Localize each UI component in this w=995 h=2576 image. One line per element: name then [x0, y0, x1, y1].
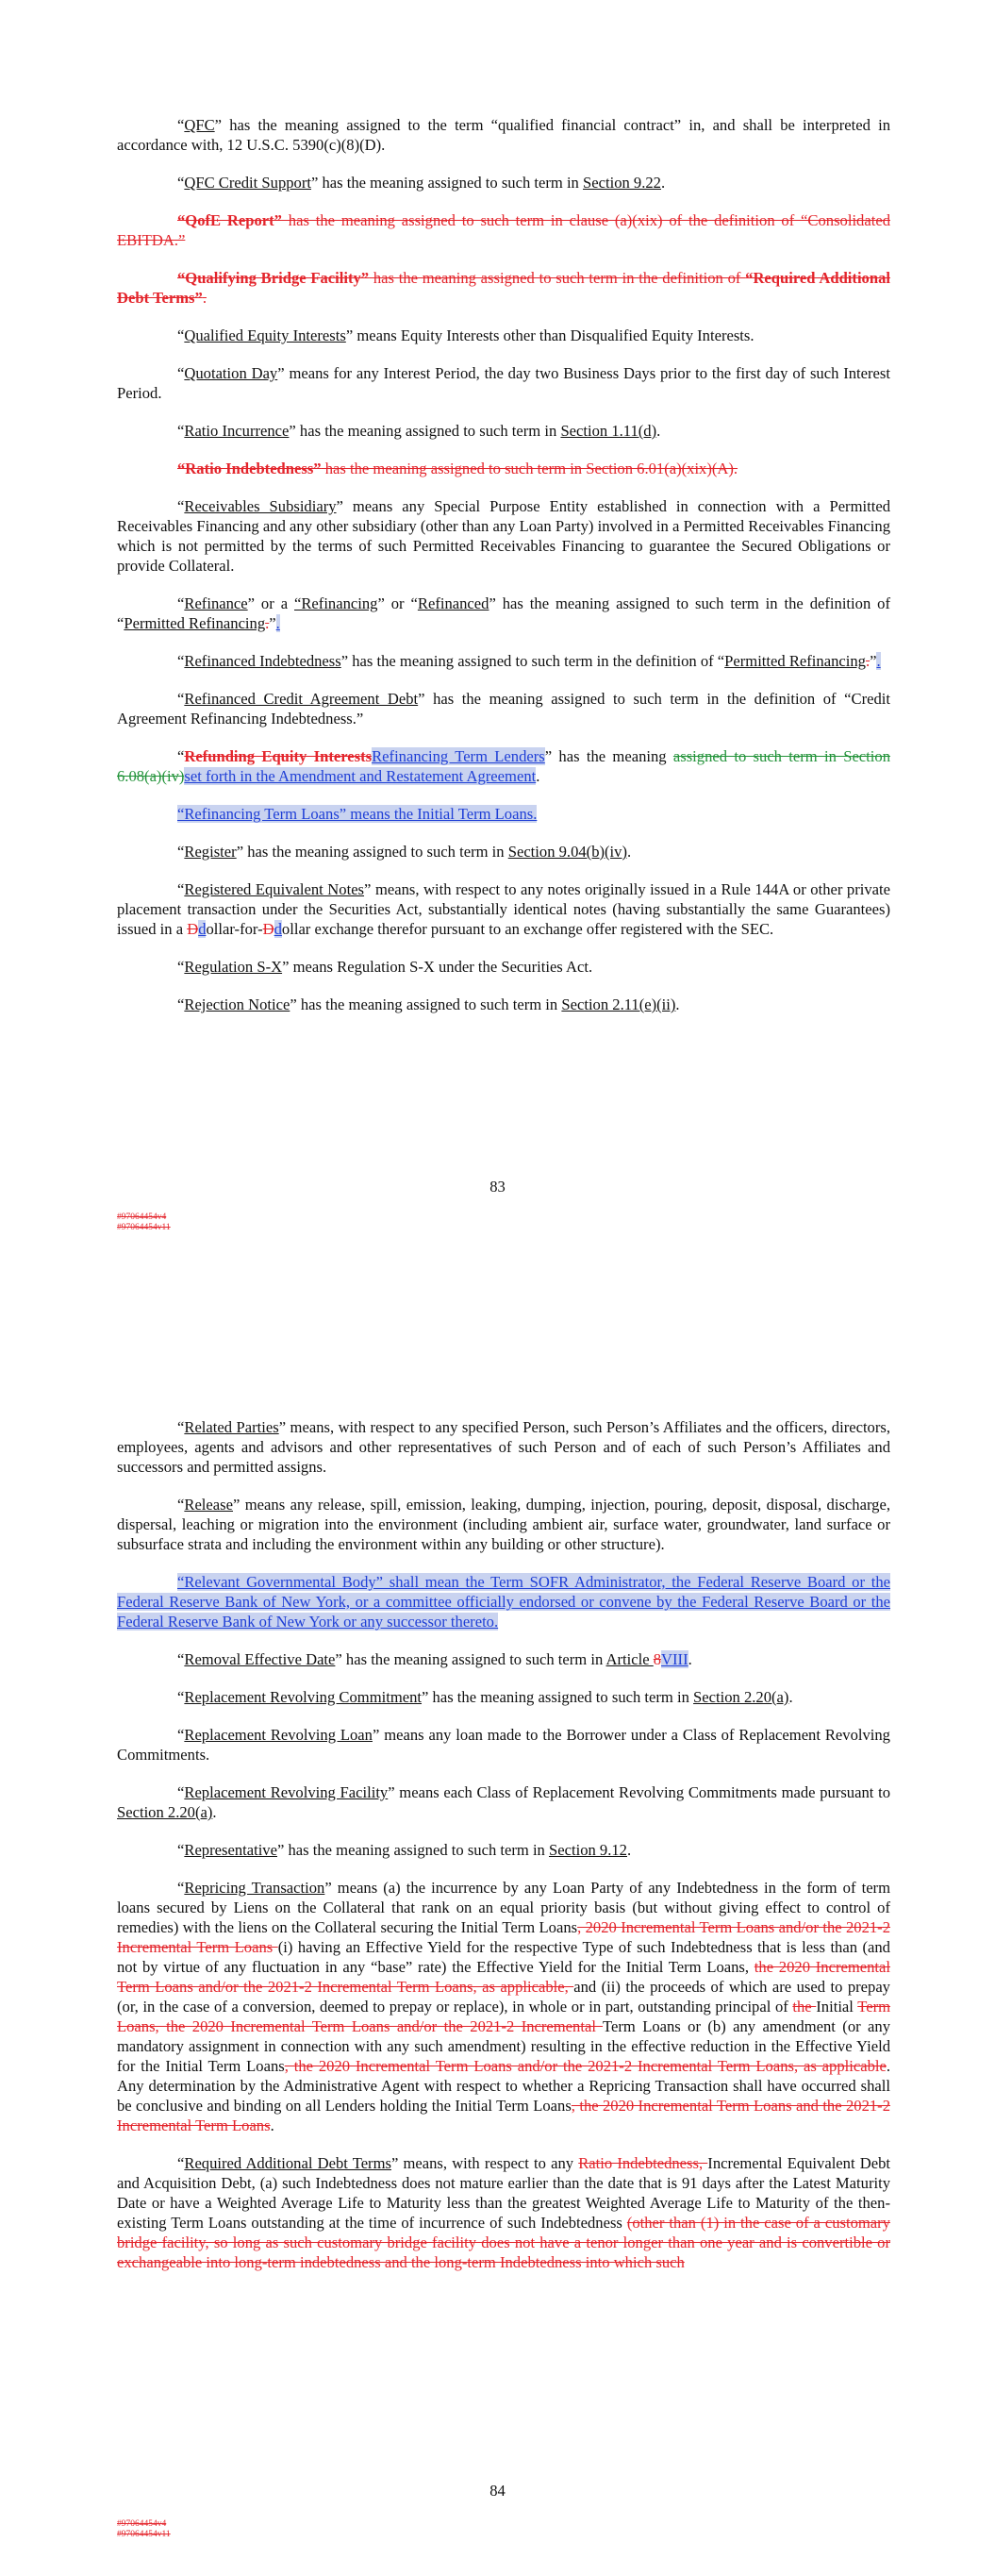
text-run: . — [675, 995, 680, 1013]
text-run: “ — [177, 326, 185, 344]
definition-paragraph — [117, 363, 890, 403]
inserted-text: “Refinancing Term Loans” means the Initial Term Loans. — [177, 805, 538, 823]
text-run: “ — [177, 174, 185, 192]
text-run: ” has the meaning assigned to such term in — [310, 174, 584, 192]
definition-paragraph — [117, 957, 890, 977]
page-84-body — [117, 1417, 890, 2290]
definition-paragraph — [117, 879, 890, 939]
text-run: . — [788, 1688, 793, 1706]
deleted-text: has the meaning assigned to such term in Section 6.01(a)(xix)(A). — [321, 460, 738, 477]
text-run: ” means Equity Interests other than Disqualified Equity Interests. — [345, 326, 755, 344]
defined-term: Ratio Incurrence — [184, 422, 290, 440]
text-run: “ — [177, 1418, 185, 1436]
deleted-text: the — [792, 1998, 817, 2016]
text-run: ” means, with respect to any specified Person, such Person’s Affiliates and the officers, directors, employees, agents and advisors and other representatives of such Person and of each of such Person’s Affiliates and successors and permitted assigns. — [117, 1418, 890, 1476]
text-run: ” or “ — [377, 594, 418, 612]
deleted-text: , the 2020 Incremental Term Loans and/or the 2021-2 Incremental Term Loans, as applicable — [284, 2057, 887, 2075]
text-run: “ — [177, 594, 185, 612]
deleted-defined-term: “Ratio Indebtedness” — [177, 460, 322, 477]
defined-term: Refinance — [184, 594, 248, 612]
document-id-v11: #97064454v11 — [117, 2530, 171, 2539]
text-run: ” has the meaning assigned to such term in — [289, 422, 561, 440]
defined-term: Receivables Subsidiary — [184, 497, 337, 515]
definition-paragraph — [117, 1649, 890, 1669]
text-run: . — [656, 422, 661, 440]
text-run: ” has the meaning assigned to the term “qualified financial contract” in, and shall be interpreted in accordance with, 12 U.S.C. 5390(c)(8)(D). — [117, 116, 890, 154]
text-run: ” means (a) the incurrence by any Loan Party of any Indebtedness in the form of term loans secured by Liens on the Collateral that rank on an equal priority basis (but without giving effect to control of remedies) with the liens on the Collateral securing the Initial Term Loans — [117, 1879, 890, 1936]
text-run: . — [212, 1803, 217, 1821]
inserted-text: set forth in the Amendment and Restatement Agreement — [184, 767, 537, 785]
text-run: Initial — [816, 1998, 858, 2016]
defined-term: Permitted Refinancing — [124, 614, 266, 632]
defined-term: Section 9.12 — [549, 1841, 627, 1859]
moved-text: assigned to such term in Section 6.08(a)(iv) — [117, 747, 890, 785]
text-run: ” has the meaning assigned to such term in — [335, 1650, 606, 1668]
definition-paragraph — [117, 746, 890, 786]
deleted-text: 8 — [653, 1650, 662, 1668]
document-id-v11: #97064454v11 — [117, 1223, 171, 1232]
inserted-text: . — [275, 614, 280, 632]
text-run: ” has the meaning assigned to such term in the definition of “ — [117, 594, 890, 632]
deleted-text: has the meaning assigned to such term in clause (a)(xix) of the definition of “Consolidated EBITDA.” — [117, 211, 890, 249]
text-run: “ — [177, 116, 185, 134]
deleted-text: D — [187, 920, 199, 938]
defined-term: Refinanced Indebtedness — [184, 652, 341, 670]
defined-term: Repricing Transaction — [184, 1879, 325, 1897]
defined-term: Related Parties — [184, 1418, 279, 1436]
text-run: . — [688, 1650, 692, 1668]
defined-term: Release — [184, 1496, 233, 1514]
deleted-text: . — [202, 289, 207, 307]
deleted-defined-term: Refunding Equity Interests — [184, 747, 373, 765]
text-run: “ — [177, 1496, 185, 1514]
text-run: Incremental Equivalent Debt and Acquisition Debt, (a) such Indebtedness does not mature earlier than the date that is 91 days after the Latest Maturity Date or have a Weighted Average Life to Maturity less than the greatest Weighted Average Life to Maturity of the then-existing Term Loans outstanding at the time of incurrence of such Indebtedness — [117, 2154, 891, 2232]
defined-term: Article — [605, 1650, 654, 1668]
text-run: “ — [177, 690, 185, 708]
definition-paragraph — [117, 1572, 890, 1631]
definition-paragraph — [117, 173, 890, 192]
definition-paragraph — [117, 115, 890, 155]
inserted-text: “Relevant Governmental Body” shall mean the Term SOFR Administrator, the Federal Reserve Board or the Federal Reserve Bank of New York, or a committee officially endorsed or convene by the Federal Reserve Board or the Federal Reserve Bank of New York or any successor thereto. — [117, 1573, 890, 1631]
text-run: “ — [177, 1726, 185, 1744]
text-run: ” — [870, 652, 877, 670]
definition-paragraph — [117, 1878, 890, 2135]
inserted-text: . — [876, 652, 881, 670]
deleted-text: the 2020 Incremental Term Loans and/or the 2021-2 Incremental Term Loans, as applicable, — [117, 1958, 890, 1996]
defined-term: Quotation Day — [184, 364, 278, 382]
inserted-text: d — [274, 920, 282, 938]
text-run: ” means each Class of Replacement Revolving Commitments made pursuant to — [388, 1783, 890, 1801]
definition-paragraph — [117, 842, 890, 861]
defined-term: Section 9.04(b)(iv) — [507, 843, 627, 861]
text-run: . Any determination by the Administrative Agent with respect to whether a Repricing Transaction shall have occurred shall be conclusive and binding on all Lenders holding the Initial Term Loans — [117, 2057, 890, 2115]
text-run: . — [626, 1841, 632, 1859]
defined-term: Qualified Equity Interests — [184, 326, 346, 344]
defined-term: “Refinancing — [294, 594, 378, 612]
definition-paragraph — [117, 2153, 890, 2272]
text-run: “ — [177, 652, 185, 670]
inserted-text: d — [198, 920, 207, 938]
definition-paragraph — [117, 995, 890, 1014]
text-run: (i) having an Effective Yield for the respective Type of such Indebtedness that is less than (and not by virtue of any fluctuation in any “base” rate) the Effective Yield for the Initial Term Loans, — [117, 1938, 890, 1976]
defined-term: Refinanced Credit Agreement Debt — [184, 690, 419, 708]
text-run: “ — [177, 958, 185, 976]
text-run: . — [270, 2116, 274, 2134]
text-run: ” means Regulation S-X under the Securities Act. — [282, 958, 593, 976]
defined-term: Regulation S-X — [184, 958, 283, 976]
text-run: “ — [177, 995, 185, 1013]
definition-paragraph — [117, 421, 890, 441]
text-run: ” means any Special Purpose Entity established in connection with a Permitted Receivables Financing and any other subsidiary (other than any Loan Party) involved in a Permitted Receivables Financing which is not permitted by the terms of such Permitted Receivables Financing to guarantee the Secured Obligations or provide Collateral. — [117, 497, 890, 575]
text-run: “ — [177, 422, 185, 440]
defined-term: Replacement Revolving Loan — [184, 1726, 373, 1744]
text-run: ” or a — [247, 594, 294, 612]
text-run: “ — [177, 497, 185, 515]
defined-term: Replacement Revolving Facility — [184, 1783, 389, 1801]
text-run: . — [627, 843, 632, 861]
defined-term: Rejection Notice — [184, 995, 290, 1013]
text-run: ollar exchange therefor pursuant to an exchange offer registered with the SEC. — [281, 920, 774, 938]
text-run: “ — [177, 747, 185, 765]
definition-paragraph — [117, 689, 890, 728]
document-page-84 — [0, 1368, 995, 2576]
text-run: ” means any loan made to the Borrower under a Class of Replacement Revolving Commitments. — [117, 1726, 890, 1764]
page-number: 83 — [489, 1178, 506, 1196]
defined-term: QFC — [184, 116, 215, 134]
page-number: 84 — [489, 2482, 506, 2500]
text-run: “ — [177, 364, 185, 382]
text-run: ” means any release, spill, emission, leaking, dumping, injection, pouring, deposit, disposal, discharge, dispersal, leaching or migration into the environment (including ambient air, surface water, groundwater, land surface or subsurface strata and including the environment within any building or other structure). — [117, 1496, 890, 1553]
text-run: ” has the meaning assigned to such term in the definition of “ — [340, 652, 725, 670]
page-83-body — [117, 115, 890, 1032]
definition-paragraph — [117, 1687, 890, 1707]
text-run: “ — [177, 2154, 185, 2172]
deleted-text: Term Loans, the 2020 Incremental Term Loans and/or the 2021-2 Incremental — [117, 1998, 891, 2035]
text-run: “ — [177, 1783, 185, 1801]
deleted-text: . — [265, 614, 270, 632]
text-run: ” has the meaning assigned to such term in the definition of “Credit Agreement Refinancing Indebtedness.” — [117, 690, 890, 728]
deleted-defined-term: “Qualifying Bridge Facility” — [177, 269, 370, 287]
text-run: “ — [177, 843, 185, 861]
definition-paragraph — [117, 594, 890, 633]
deleted-text: D — [262, 920, 274, 938]
document-id-v4: #97064454v4 — [117, 2519, 167, 2529]
defined-term: Section 2.11(e)(ii) — [561, 995, 676, 1013]
defined-term: QFC Credit Support — [184, 174, 311, 192]
document-page-83 — [0, 0, 995, 1255]
defined-term: Registered Equivalent Notes — [184, 880, 365, 898]
defined-term: Section 2.20(a) — [117, 1803, 213, 1821]
text-run: ” means for any Interest Period, the day two Business Days prior to the first day of such Interest Period. — [117, 364, 890, 402]
text-run: “ — [177, 1841, 185, 1859]
text-run: ” means, with respect to any notes originally issued in a Rule 144A or other private placement transaction under the Securities Act, substantially identical notes (having substantially the same Guarantees) issued in a — [117, 880, 891, 938]
definition-paragraph — [117, 1840, 890, 1860]
text-run: ollar-for- — [206, 920, 263, 938]
defined-term: Section 1.11(d) — [560, 422, 657, 440]
document-id-v4: #97064454v4 — [117, 1213, 167, 1222]
definition-paragraph — [117, 268, 890, 308]
text-run: ” has the meaning assigned to such term in — [422, 1688, 694, 1706]
deleted-text: (other than (1) in the case of a customary bridge facility, so long as such customary bridge facility does not have a tenor longer than one year and is convertible or exchangeable into long-term indebtedness and the long-term Indebtedness into which such — [117, 2214, 890, 2271]
document-id-stamp — [117, 2519, 171, 2540]
deleted-text: has the meaning assigned to such term in the definition of — [369, 269, 746, 287]
definition-paragraph — [117, 459, 890, 478]
defined-term: Replacement Revolving Commitment — [184, 1688, 423, 1706]
defined-term: Required Additional Debt Terms — [184, 2154, 391, 2172]
deleted-defined-term: “Required Additional Debt Terms” — [117, 269, 890, 307]
inserted-text: VIII — [661, 1650, 688, 1668]
deleted-defined-term: “QofE Report” — [177, 211, 282, 229]
definition-paragraph — [117, 804, 890, 824]
text-run: . — [536, 767, 540, 785]
text-run: . — [660, 174, 666, 192]
text-run: ” means, with respect to any — [390, 2154, 579, 2172]
definition-paragraph — [117, 210, 890, 250]
defined-term: Removal Effective Date — [184, 1650, 336, 1668]
deleted-text: . — [865, 652, 871, 670]
text-run: “ — [177, 880, 185, 898]
text-run: ” has the meaning assigned to such term in — [290, 995, 562, 1013]
defined-term: Section 2.20(a) — [693, 1688, 789, 1706]
definition-paragraph — [117, 1782, 890, 1822]
text-run: ” has the meaning assigned to such term in — [276, 1841, 550, 1859]
definition-paragraph — [117, 1495, 890, 1554]
text-run: and (ii) the proceeds of which are used to prepay (or, in the case of a conversion, deemed to prepay or replace), in whole or in part, outstanding principal of — [117, 1978, 890, 2016]
text-run: “ — [177, 1688, 185, 1706]
deleted-text: , 2020 Incremental Term Loans and/or the 2021-2 Incremental Term Loans — [117, 1918, 891, 1956]
text-run: ” has the meaning — [544, 747, 673, 765]
text-run: “ — [177, 1879, 185, 1897]
defined-term: Refinanced — [417, 594, 489, 612]
text-run: ” has the meaning assigned to such term in — [236, 843, 508, 861]
text-run: ” — [269, 614, 276, 632]
definition-paragraph — [117, 1417, 890, 1477]
definition-paragraph — [117, 1725, 890, 1765]
definition-paragraph — [117, 496, 890, 576]
defined-term: Section 9.22 — [583, 174, 661, 192]
inserted-text: Refinancing Term Lenders — [372, 747, 545, 765]
text-run: Term Loans or (b) any amendment (or any mandatory assignment in connection with any such amendment) resulting in the effective reduction in the Effective Yield for the Initial Term Loans — [117, 2017, 891, 2075]
definition-paragraph — [117, 326, 890, 345]
text-run: “ — [177, 1650, 185, 1668]
definition-paragraph — [117, 651, 890, 671]
deleted-text: Ratio Indebtedness, — [578, 2154, 708, 2172]
defined-term: Representative — [184, 1841, 277, 1859]
defined-term: Permitted Refinancing — [724, 652, 866, 670]
document-id-stamp — [117, 1213, 171, 1233]
deleted-text: , the 2020 Incremental Term Loans and the 2021-2 Incremental Term Loans — [117, 2097, 890, 2134]
defined-term: Register — [184, 843, 237, 861]
